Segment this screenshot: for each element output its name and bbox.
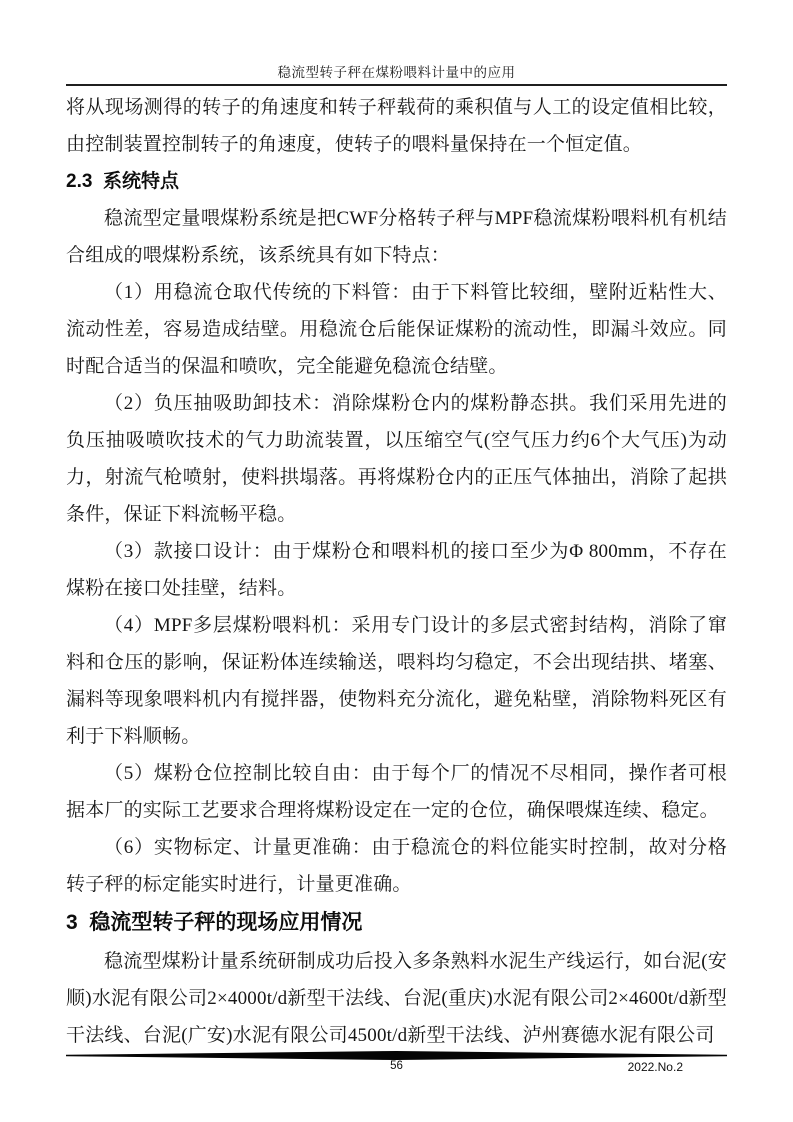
section-heading-2-3: 2.3 系统特点 — [66, 171, 179, 192]
article-body — [66, 89, 727, 1054]
page-number: 56 — [390, 1060, 403, 1072]
issue-label: 2022.No.2 — [627, 1060, 683, 1074]
feature-item-4: （4）MPF多层煤粉喂料机：采用专门设计的多层式密封结构，消除了窜料和仓压的影响，保证粉体连续输送，喂料均匀稳定，不会出现结拱、堵塞、漏料等现象喂料机内有搅拌器，使物料充分流化，避免粘壁，消除物料死区有利于下料顺畅。 — [66, 615, 727, 747]
paragraph-system-intro: 稳流型定量喂煤粉系统是把CWF分格转子秤与MPF稳流煤粉喂料机有机结合组成的喂煤粉系统，该系统具有如下特点： — [66, 208, 727, 266]
feature-item-3: （3）款接口设计：由于煤粉仓和喂料机的接口至少为Φ 800mm，不存在煤粉在接口处挂壁，结料。 — [66, 541, 727, 599]
header-rule — [66, 84, 727, 86]
feature-item-5: （5）煤粉仓位控制比较自由：由于每个厂的情况不尽相同，操作者可根据本厂的实际工艺要求合理将煤粉设定在一定的仓位，确保喂煤连续、稳定。 — [66, 763, 727, 821]
feature-item-6: （6）实物标定、计量更准确：由于稳流仓的料位能实时控制，故对分格转子秤的标定能实时进行，计量更准确。 — [66, 837, 727, 895]
section-heading-3: 3 稳流型转子秤的现场应用情况 — [66, 911, 363, 934]
paragraph-continuation: 将从现场测得的转子的角速度和转子秤载荷的乘积值与人工的设定值相比较，由控制装置控制转子的角速度，使转子的喂料量保持在一个恒定值。 — [66, 97, 727, 155]
paragraph-field-application: 稳流型煤粉计量系统研制成功后投入多条熟料水泥生产线运行，如台泥(安顺)水泥有限公司2×4000t/d新型干法线、台泥(重庆)水泥有限公司2×4600t/d新型干法线、台泥(广安)水泥有限公司4500t/d新型干法线、泸州赛德水泥有限公司 — [66, 951, 727, 1046]
feature-item-2: （2）负压抽吸助卸技术：消除煤粉仓内的煤粉静态拱。我们采用先进的负压抽吸喷吹技术的气力助流装置，以压缩空气(空气压力约6个大气压)为动力，射流气枪喷射，使料拱塌落。再将煤粉仓内的正压气体抽出，消除了起拱条件，保证下料流畅平稳。 — [66, 393, 727, 525]
running-header-title: 稳流型转子秤在煤粉喂料计量中的应用 — [277, 65, 516, 80]
feature-item-1: （1）用稳流仓取代传统的下料管：由于下料管比较细，壁附近粘性大、流动性差，容易造成结壁。用稳流仓后能保证煤粉的流动性，即漏斗效应。同时配合适当的保温和喷吹，完全能避免稳流仓结壁。 — [66, 282, 727, 377]
footer — [66, 1060, 727, 1080]
